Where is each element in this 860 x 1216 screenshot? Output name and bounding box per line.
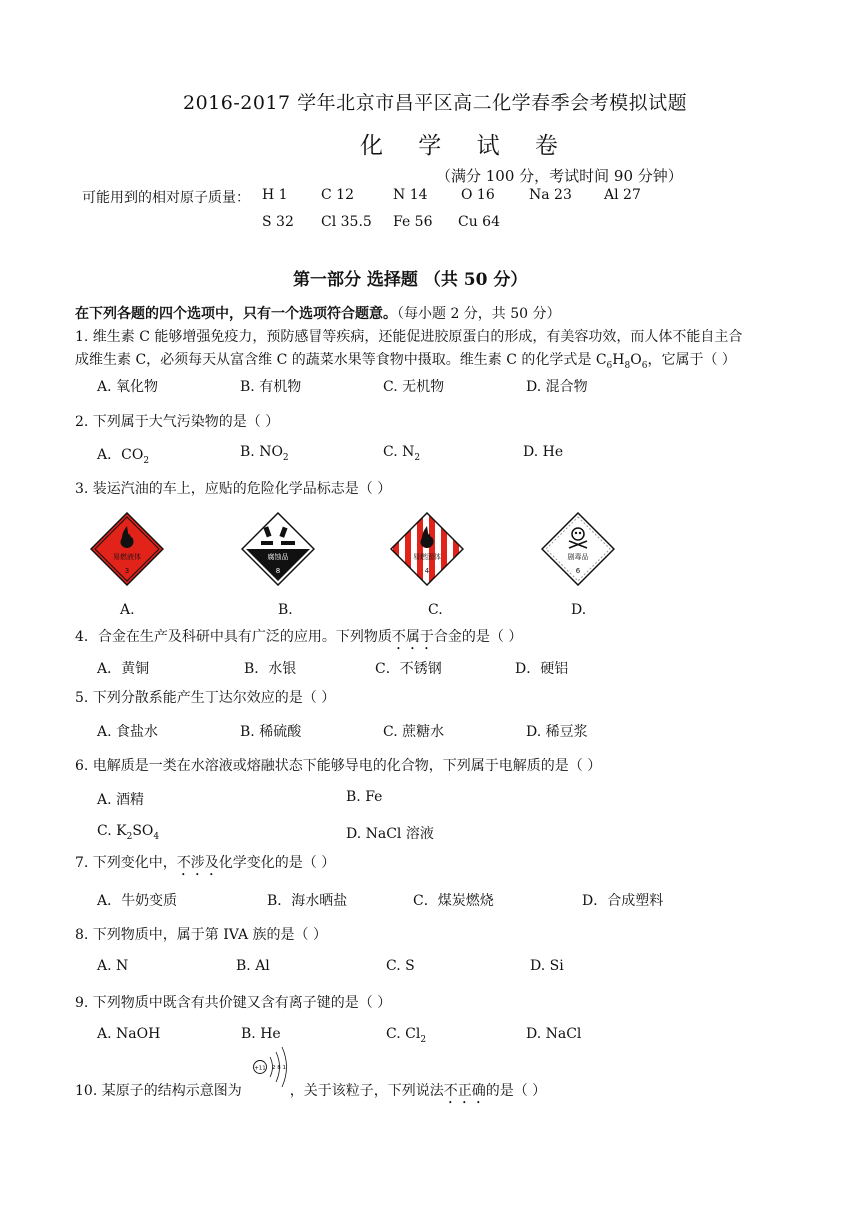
q3-option-c[interactable]: C. xyxy=(428,602,443,618)
q5-option-c[interactable]: C. 蔗糖水 xyxy=(383,724,445,740)
q9-option-a[interactable]: A. NaOH xyxy=(97,1026,161,1042)
question-7 xyxy=(75,852,335,879)
q6-option-d[interactable]: D. NaCl 溶液 xyxy=(346,826,434,842)
q10-pre: 10. 某原子的结构示意图为 xyxy=(75,1083,242,1099)
q10-post: 的是（ ） xyxy=(485,1083,547,1099)
question-6: 6. 电解质是一类在水溶液或熔融状态下能够导电的化合物，下列属于电解质的是（ ） xyxy=(75,758,602,774)
q8-option-b[interactable]: B. Al xyxy=(236,958,270,974)
q7-option-d[interactable]: D．合成塑料 xyxy=(582,893,664,909)
q4-post: 合金的是（ ） xyxy=(433,629,523,645)
q2-option-d[interactable]: D. He xyxy=(523,444,564,460)
question-1-line2-text: 成维生素 C，必须每天从富含维 C 的蔬菜水果等食物中摄取。维生素 C 的化学式是 C xyxy=(75,352,607,368)
q3-option-b[interactable]: B. xyxy=(278,602,293,618)
q4-option-b[interactable]: B．水银 xyxy=(244,661,297,677)
q1-option-d[interactable]: D. 混合物 xyxy=(526,379,588,395)
q8-option-a[interactable]: A. N xyxy=(97,958,129,974)
atomic-mass-item: H 1 xyxy=(262,187,288,203)
q7-option-b[interactable]: B．海水晒盐 xyxy=(267,893,348,909)
exam-subtitle: 化 学 试 卷 xyxy=(360,133,572,159)
electron-shells: 2 8 1 xyxy=(272,1065,286,1071)
sign-b-label: 腐蚀品 xyxy=(267,553,289,561)
q1-option-a[interactable]: A. 氧化物 xyxy=(97,379,159,395)
q5-option-a[interactable]: A. 食盐水 xyxy=(97,724,159,740)
q7-option-c[interactable]: C．煤炭燃烧 xyxy=(413,893,494,909)
exam-title: 2016-2017 学年北京市昌平区高二化学春季会考模拟试题 xyxy=(183,92,688,114)
question-5: 5. 下列分散系能产生丁达尔效应的是（ ） xyxy=(75,690,336,706)
q3-option-d[interactable]: D. xyxy=(571,602,587,618)
q2-option-a[interactable]: A．$CO_2$ xyxy=(97,447,150,466)
sign-d-label: 剧毒品 xyxy=(567,553,589,561)
q4-emphasis: 不属于 xyxy=(391,629,434,645)
question-8: 8. 下列物质中，属于第 IVA 族的是（ ） xyxy=(75,927,327,943)
question-1-line2-end: ，它属于（ ） xyxy=(647,352,736,368)
sign-c-number: 4 xyxy=(424,567,430,575)
q9-option-c[interactable]: C. $Cl_2$ xyxy=(386,1026,427,1045)
question-3: 3. 装运汽油的车上，应贴的危险化学品标志是（ ） xyxy=(75,481,392,497)
q5-option-d[interactable]: D. 稀豆浆 xyxy=(526,724,588,740)
q6-option-c-text: C. K xyxy=(97,823,127,839)
q9-option-d[interactable]: D. NaCl xyxy=(526,1026,582,1042)
sign-a-label: 易燃液体 xyxy=(113,553,141,561)
question-4 xyxy=(75,626,522,653)
q1-option-c[interactable]: C. 无机物 xyxy=(383,379,445,395)
atomic-mass-label: 可能用到的相对原子质量： xyxy=(82,190,250,206)
atomic-mass-item: Cu 64 xyxy=(458,214,500,230)
q4-option-a[interactable]: A．黄铜 xyxy=(97,661,150,677)
section-title: 第一部分 选择题 （共 50 分） xyxy=(293,270,528,290)
q6-option-c[interactable]: C. $K_2SO_4$ xyxy=(97,823,160,842)
q4-pre: 4．合金在生产及科研中具有广泛的应用。下列物质 xyxy=(75,629,392,645)
q6-option-a[interactable]: A. 酒精 xyxy=(97,792,145,808)
q7-pre: 7. 下列变化中， xyxy=(75,855,177,871)
exam-info: （满分 100 分，考试时间 90 分钟） xyxy=(436,167,683,185)
q2-option-a-text: A．CO xyxy=(97,447,144,463)
q5-option-b[interactable]: B. 稀硫酸 xyxy=(240,724,302,740)
q2-option-c[interactable]: C. $N_2$ xyxy=(383,444,421,463)
q9-option-b[interactable]: B. He xyxy=(241,1026,281,1042)
question-10 xyxy=(75,1080,546,1107)
q2-option-b-text: B. NO xyxy=(240,444,283,460)
surface-icon xyxy=(281,541,295,545)
q2-option-c-text: C. N xyxy=(383,444,415,460)
sign-d-number: 6 xyxy=(575,567,581,575)
q4-option-d[interactable]: D．硬铝 xyxy=(515,661,569,677)
question-1-line2: 成维生素 C，必须每天从富含维 C 的蔬菜水果等食物中摄取。维生素 C 的化学式是 $C_6H_8O_6$，它属于（ ） xyxy=(75,352,736,371)
q10-emphasis: 不正确 xyxy=(443,1083,486,1099)
question-2: 2. 下列属于大气污染物的是（ ） xyxy=(75,414,280,430)
q2-option-b[interactable]: B. $NO_2$ xyxy=(240,444,289,463)
atomic-mass-item: Cl 35.5 xyxy=(321,214,372,230)
hazard-sign-toxic[interactable] xyxy=(541,512,615,586)
q9-option-c-text: C. Cl xyxy=(386,1026,421,1042)
instruction xyxy=(75,303,561,323)
q8-option-c[interactable]: C. S xyxy=(386,958,415,974)
atomic-mass-item: N 14 xyxy=(393,187,428,203)
nucleus-charge: +11 xyxy=(254,1065,266,1072)
atomic-mass-item: S 32 xyxy=(262,214,294,230)
hazard-sign-corrosive[interactable] xyxy=(241,512,315,586)
question-9: 9. 下列物质中既含有共价键又含有离子键的是（ ） xyxy=(75,995,392,1011)
sign-b-number: 8 xyxy=(275,567,281,575)
q8-option-d[interactable]: D. Si xyxy=(530,958,564,974)
atom-structure-diagram xyxy=(252,1044,298,1090)
instruction-rest: （每小题 2 分，共 50 分） xyxy=(397,306,561,322)
sign-a-number: 3 xyxy=(124,567,130,575)
atomic-mass-item: O 16 xyxy=(461,187,495,203)
hazard-sign-flammable-liquid[interactable] xyxy=(90,512,164,586)
sign-c-label: 易燃固体 xyxy=(413,553,441,561)
q3-option-a[interactable]: A. xyxy=(120,602,135,618)
q7-post: 化学变化的是（ ） xyxy=(218,855,336,871)
q1-option-b[interactable]: B. 有机物 xyxy=(240,379,302,395)
hand-icon xyxy=(261,541,273,545)
q6-option-b[interactable]: B. Fe xyxy=(346,789,383,805)
atomic-mass-item: Fe 56 xyxy=(393,214,433,230)
hazard-sign-flammable-solid[interactable] xyxy=(390,512,464,586)
q4-option-c[interactable]: C．不锈钢 xyxy=(375,661,442,677)
atomic-mass-item: Al 27 xyxy=(604,187,641,203)
instruction-bold: 在下列各题的四个选项中，只有一个选项符合题意。 xyxy=(75,306,397,322)
q7-option-a[interactable]: A．牛奶变质 xyxy=(97,893,178,909)
question-1-line1: 1. 维生素 C 能够增强免疫力，预防感冒等疾病，还能促进胶原蛋白的形成，有美容功效，而人体不能自主合 xyxy=(75,329,743,345)
atomic-mass-item: C 12 xyxy=(321,187,354,203)
atomic-mass-item: Na 23 xyxy=(529,187,572,203)
q7-emphasis: 不涉及 xyxy=(176,855,219,871)
q10-mid: ，关于该粒子，下列说法 xyxy=(289,1083,444,1099)
